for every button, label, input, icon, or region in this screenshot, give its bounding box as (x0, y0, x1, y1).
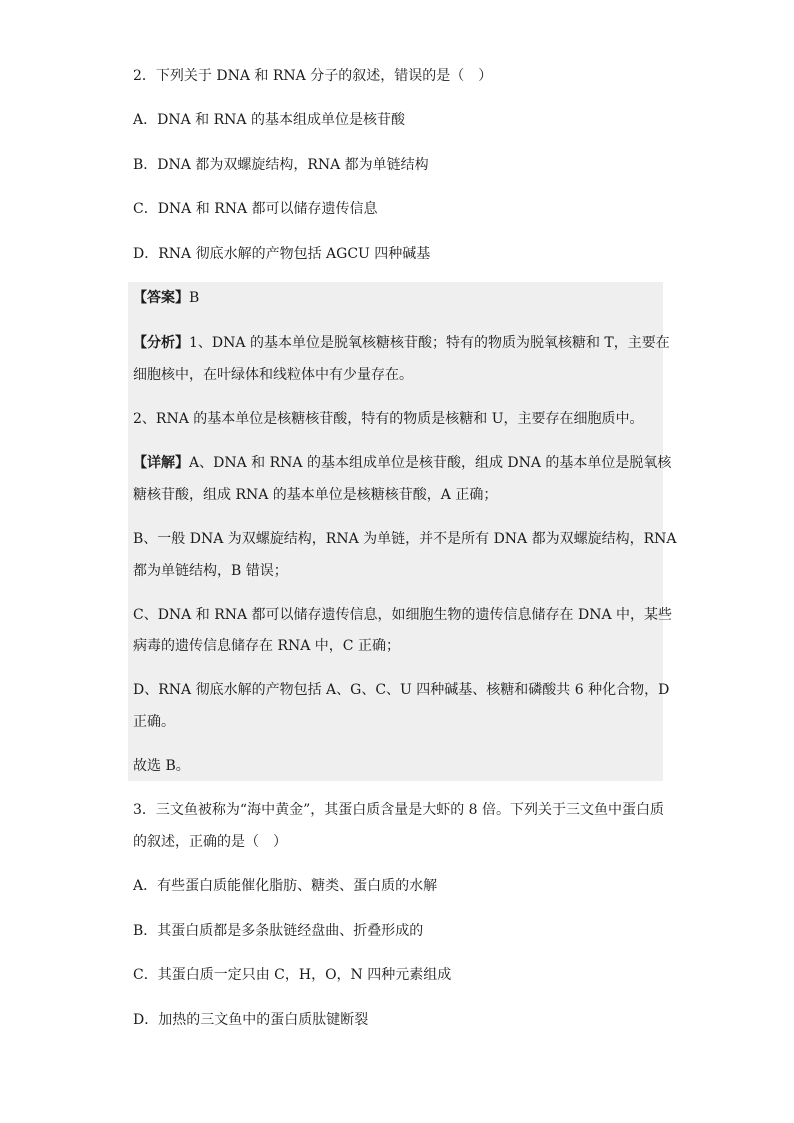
detail-line-9: 故选 B。 (133, 758, 190, 774)
analysis-line-3: 2、RNA 的基本单位是核糖核苷酸，特有的物质是核糖和 U，主要存在细胞质中。 (133, 411, 644, 427)
question-3-option-d: D．加热的三文鱼中的蛋白质肽键断裂 (133, 1012, 369, 1028)
question-2-option-d: D．RNA 彻底水解的产物包括 AGCU 四种碱基 (133, 246, 431, 262)
detail-line-6: 病毒的遗传信息储存在 RNA 中，C 正确； (133, 638, 400, 654)
question-3-option-b: B．其蛋白质都是多条肽链经盘曲、折叠形成的 (133, 923, 424, 939)
detail-line-5: C、DNA 和 RNA 都可以储存遗传信息，如细胞生物的遗传信息储存在 DNA 中，某些 (133, 607, 673, 623)
detail-line-3: B、一般 DNA 为双螺旋结构，RNA 为单链，并不是所有 DNA 都为双螺旋结构，RNA (133, 531, 677, 547)
question-2-stem: 2．下列关于 DNA 和 RNA 分子的叙述，错误的是（ ） (133, 68, 493, 84)
detail-line-7: D、RNA 彻底水解的产物包括 A、G、C、U 四种碱基、核糖和磷酸共 6 种化合物，D (133, 682, 670, 698)
detail-text-1: A、DNA 和 RNA 的基本组成单位是核苷酸，组成 DNA 的基本单位是脱氧核 (189, 455, 672, 471)
detail-line-1 (133, 453, 672, 473)
analysis-line-1 (133, 333, 670, 353)
detail-line-8: 正确。 (133, 714, 175, 730)
answer-line (133, 288, 663, 308)
answer-value: B (189, 290, 200, 306)
question-3-stem-line-2: 的叙述，正确的是（ ） (133, 834, 287, 850)
analysis-line-2: 细胞核中，在叶绿体和线粒体中有少量存在。 (133, 367, 413, 383)
analysis-text-1: 1、DNA 的基本单位是脱氧核糖核苷酸；特有的物质为脱氧核糖和 T，主要在 (189, 335, 670, 351)
detail-tag: 【详解】 (133, 455, 189, 471)
answer-tag: 【答案】 (133, 290, 189, 306)
question-3-stem-line-1: 3．三文鱼被称为“海中黄金”，其蛋白质含量是大虾的 8 倍。下列关于三文鱼中蛋白质 (133, 802, 665, 818)
analysis-tag: 【分析】 (133, 335, 189, 351)
question-3-option-a: A．有些蛋白质能催化脂肪、糖类、蛋白质的水解 (133, 878, 438, 894)
question-3-option-c: C．其蛋白质一定只由 C，H，O，N 四种元素组成 (133, 967, 452, 983)
detail-line-2: 糖核苷酸，组成 RNA 的基本单位是核糖核苷酸，A 正确； (133, 487, 498, 503)
detail-line-4: 都为单链结构，B 错误； (133, 563, 288, 579)
question-2-option-c: C．DNA 和 RNA 都可以储存遗传信息 (133, 201, 378, 217)
question-2-option-b: B．DNA 都为双螺旋结构，RNA 都为单链结构 (133, 157, 429, 173)
question-2-option-a: A．DNA 和 RNA 的基本组成单位是核苷酸 (133, 112, 405, 128)
